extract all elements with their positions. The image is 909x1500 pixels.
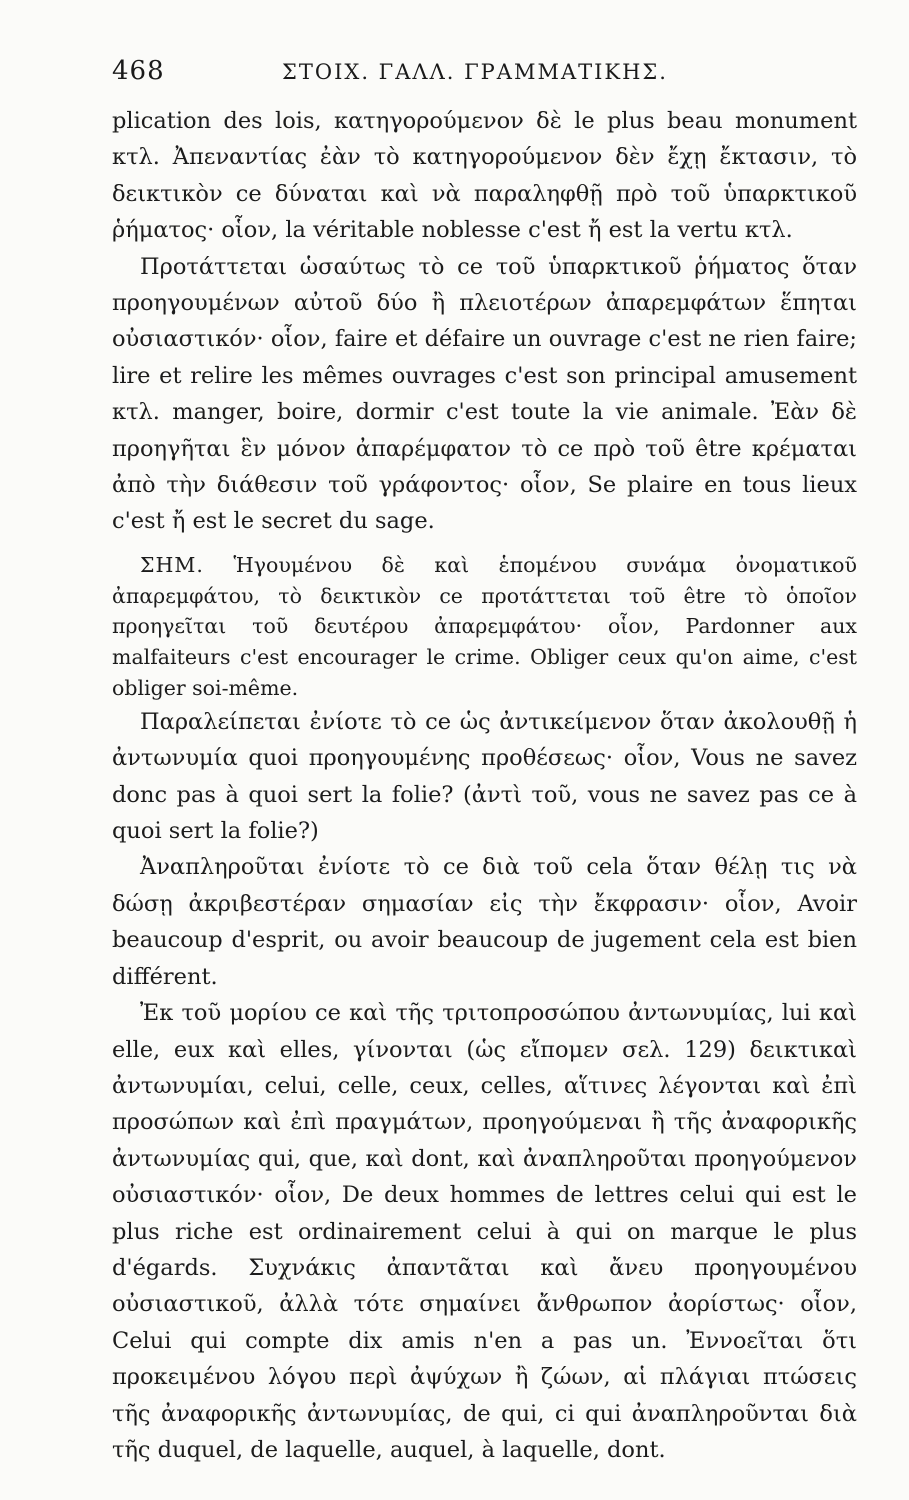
paragraph-demonstrative-pronouns: Ἐκ τοῦ μορίου ce καὶ τῆς τριτοπροσώπου ἀντωνυμίας, lui καὶ elle, eux καὶ elles, γίνονται (ὡς εἴπομεν σελ. 129) δεικτικαὶ ἀντωνυμίαι, celui, celle, ceux, celles, αἵτινες λέγονται καὶ ἐπὶ προσώπων καὶ ἐπὶ πραγμάτων, προηγούμεναι ἢ τῆς ἀναφορικῆς ἀντωνυμίας qui, que, καὶ dont, καὶ ἀναπληροῦται προηγούμενον οὐσιαστικόν· οἷον, De deux hommes de lettres celui qui est le plus riche est ordinairement celui à qui on marque le plus d'égards. Συχνάκις ἀπαντᾶται καὶ ἄνευ προηγουμένου οὐσιαστικοῦ, ἀλλὰ τότε σημαίνει ἄνθρωπον ἀορίστως· οἷον, Celui qui compte dix amis n'en a pas un. Ἐννοεῖται ὅτι προκειμένου λόγου περὶ ἀψύχων ἢ ζώων, αἱ πλάγιαι πτώσεις τῆς ἀναφορικῆς ἀντωνυμίας, de qui, ci qui ἀναπληροῦνται διὰ τῆς duquel, de laquelle, auquel, à laquelle, dont.: [112, 1000, 857, 1463]
note-label: ΣΗΜ.: [140, 552, 204, 577]
paragraph-ce-before-infinitives: Προτάττεται ὡσαύτως τὸ ce τοῦ ὑπαρκτικοῦ ῥήματος ὅταν προηγουμένων αὐτοῦ δύο ἢ πλειοτέρων ἀπαρεμφάτων ἕπηται οὐσιαστικόν· οἷον, faire et défaire un ouvrage c'est ne rien faire; lire et relire les mêmes ouvrages c'est son principal amusement κτλ. manger, boire, dormir c'est toute la vie animale. Ἐὰν δὲ προηγῆται ἓν μόνον ἀπαρέμφατον τὸ ce πρὸ τοῦ être κρέμαται ἀπὸ τὴν διάθεσιν τοῦ γράφοντος· οἷον, Se plaire en tous lieux c'est ἤ est le secret du sage.: [112, 253, 857, 535]
running-head: [112, 44, 858, 94]
grammar-note: [112, 550, 857, 704]
paragraph-omission-of-ce: Παραλείπεται ἐνίοτε τὸ ce ὡς ἀντικείμενον ὅταν ἀκολουθῇ ἡ ἀντωνυμία quoi προηγουμένης προθέσεως· οἷον, Vous ne savez donc pas à quoi sert la folie? (ἀντὶ τοῦ, vous ne savez pas ce à quoi sert la folie?): [112, 708, 857, 845]
body-text: [112, 103, 857, 1468]
paragraph-continuation: plication des lois, κατηγορούμενον δὲ le plus beau monument κτλ. Ἀπεναντίας ἐὰν τὸ κατηγορούμενον δὲν ἔχῃ ἔκτασιν, τὸ δεικτικὸν ce δύναται καὶ νὰ παραληφθῇ πρὸ τοῦ ὑπαρκτικοῦ ῥήματος· οἷον, la véritable noblesse c'est ἤ est la vertu κτλ.: [112, 108, 857, 244]
running-title: ΣΤΟΙΧ. ΓΑΛΛ. ΓΡΑΜΜΑΤΙΚΗΣ.: [282, 60, 668, 84]
note-text: Ἡγουμένου δὲ καὶ ἑπομένου συνάμα ὀνοματικοῦ ἀπαρεμφάτου, τὸ δεικτικὸν ce προτάττεται τοῦ être τὸ ὁποῖον προηγεῖται τοῦ δευτέρου ἀπαρεμφάτου· οἷον, Pardonner aux malfaiteurs c'est encourager le crime. Obliger ceux qu'on aime, c'est obliger soi-même.: [112, 552, 857, 701]
page-number: 468: [112, 56, 165, 86]
paragraph-ce-replaced-by-cela: Ἀναπληροῦται ἐνίοτε τὸ ce διὰ τοῦ cela ὅταν θέλῃ τις νὰ δώσῃ ἀκριβεστέραν σημασίαν εἰς τὴν ἔκφρασιν· οἷον, Avoir beaucoup d'esprit, ou avoir beaucoup de jugement cela est bien différent.: [112, 854, 857, 990]
